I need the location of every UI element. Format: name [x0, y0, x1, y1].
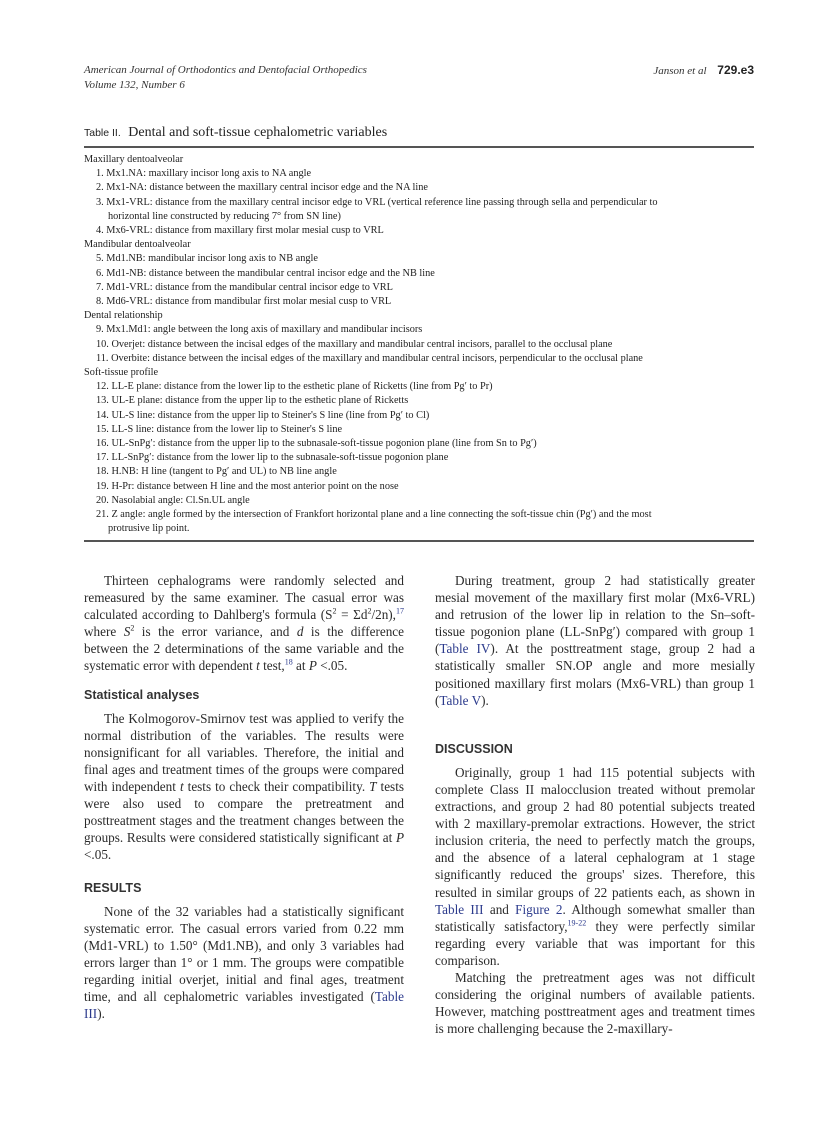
table-label: Table II.	[84, 127, 121, 139]
table-item: 1. Mx1.NA: maxillary incisor long axis to NA angle	[96, 168, 312, 180]
running-header-left	[84, 63, 367, 93]
table-caption	[84, 124, 754, 148]
table-item: 3. Mx1-VRL: distance from the maxillary central incisor edge to VRL (vertical reference line passing through sella and perpendicular to	[96, 196, 658, 208]
table-group-heading: Soft-tissue profile	[84, 367, 159, 379]
table-item: 16. UL-SnPg′: distance from the upper lip to the subnasale-soft-tissue pogonion plane (line from Sn to Pg′)	[96, 438, 537, 450]
link-table-iii[interactable]: Table III	[435, 901, 484, 917]
table-item: 2. Mx1-NA: distance between the maxillary central incisor edge and the NA line	[96, 182, 428, 194]
running-header-right	[653, 63, 754, 79]
journal-volume: Volume 132, Number 6	[84, 79, 185, 91]
paragraph-treatment-changes: During treatment, group 2 had statistically greater mesial movement of the maxillary first molar (Mx6-VRL) and retrusion of the lower lip in relation to the Sn–soft-tissue pogonion plane (LL-SnPg′) compared with group 1 (Table IV). At the posttreatment stage, group 2 had a statistically smaller SN.OP angle and more mesially positioned maxillary first molars (Mx6-VRL) than group 1 (Table V).	[435, 573, 756, 708]
page-number: 729.e3	[717, 63, 754, 77]
reference-19-22[interactable]: 19-22	[567, 918, 587, 928]
table-ii	[84, 124, 754, 542]
paragraph-statistics: The Kolmogorov-Smirnov test was applied to verify the normal distribution of the variables. The results were nonsignificant for all variables. Therefore, the initial and final ages and treatment times of the groups were compared with independent t tests to check their compatibility. T tests were also used to compare the pretreatment and posttreatment stages and the treatment changes between the groups. Results were considered statistically significant at P <.05.	[84, 710, 404, 863]
table-item: 19. H-Pr: distance between H line and the most anterior point on the nose	[96, 480, 399, 492]
table-item: 21. Z angle: angle formed by the intersection of Frankfort horizontal plane and a line connecting the soft-tissue chin (Pg′) and the most	[96, 509, 652, 521]
table-group-heading: Maxillary dentoalveolar	[84, 154, 184, 165]
table-item: 8. Md6-VRL: distance from mandibular first molar mesial cusp to VRL	[96, 296, 392, 308]
paragraph-discussion-2: Matching the pretreatment ages was not difficult considering the original numbers of available patients. However, matching posttreatment ages and treatment times is more challenging because the 2-maxillary-	[435, 969, 755, 1037]
reference-17[interactable]: 17	[395, 606, 404, 616]
table-item-continuation: protrusive lip point.	[108, 523, 190, 535]
link-table-iv[interactable]: Table IV	[439, 641, 491, 657]
heading-results: RESULTS	[84, 880, 142, 895]
link-table-v[interactable]: Table V	[439, 692, 482, 708]
table-item: 20. Nasolabial angle: Cl.Sn.UL angle	[96, 494, 250, 506]
table-group-heading: Dental relationship	[84, 310, 163, 322]
table-item: 5. Md1.NB: mandibular incisor long axis to NB angle	[96, 253, 318, 265]
table-item: 17. LL-SnPg′: distance from the lower lip to the subnasale-soft-tissue pogonion plane	[96, 452, 449, 464]
link-figure-2[interactable]: Figure 2	[515, 901, 563, 917]
table-group-heading: Mandibular dentoalveolar	[84, 239, 191, 251]
table-item: 15. LL-S line: distance from the lower lip to Steiner's S line	[96, 423, 343, 435]
heading-statistical-analyses: Statistical analyses	[84, 687, 200, 702]
table-item: 14. UL-S line: distance from the upper lip to Steiner's S line (line from Pg′ to Cl)	[96, 409, 430, 421]
table-title: Dental and soft-tissue cephalometric variables	[128, 125, 388, 140]
table-item-continuation: horizontal line constructed by reducing 7° from SN line)	[108, 210, 341, 222]
journal-name: American Journal of Orthodontics and Dentofacial Orthopedics	[84, 64, 367, 76]
paragraph-results: None of the 32 variables had a statistically significant systematic error. The casual errors varied from 0.22 mm (Md1-VRL) to 1.50° (Md1.NB), and only 3 variables had errors larger than 1° or 1 mm. The groups were compatible regarding initial overjet, initial and final ages, treatment time, and all cephalometric variables investigated (Table III).	[84, 903, 404, 1022]
table-item: 10. Overjet: distance between the incisal edges of the maxillary and mandibular central incisors, parallel to the occlusal plane	[96, 338, 613, 350]
right-column	[435, 572, 755, 1037]
table-item: 6. Md1-NB: distance between the mandibular central incisor edge and the NB line	[96, 267, 435, 279]
table-item: 7. Md1-VRL: distance from the mandibular central incisor edge to VRL	[96, 281, 393, 293]
table-item: 13. UL-E plane: distance from the upper lip to the esthetic plane of Ricketts	[96, 395, 409, 407]
table-item: 11. Overbite: distance between the incisal edges of the maxillary and mandibular central incisors, perpendicular to the occlusal plane	[96, 352, 643, 364]
table-item: 9. Mx1.Md1: angle between the long axis of maxillary and mandibular incisors	[96, 324, 423, 336]
left-column	[84, 572, 404, 1022]
paragraph-discussion-1: Originally, group 1 had 115 potential subjects with complete Class II malocclusion treated without premolar extractions, and group 2 had 80 potential subjects treated with 2 maxillary-premolar extractions. However, the strict inclusion criteria, the need to perfectly match the groups, and the absence of a lateral cephalogram at 1 stage significantly reduced the groups' sizes. Therefore, this resulted in similar groups of 22 patients each, as shown in Table III and Figure 2. Although somewhat smaller than statistically satisfactory,$^{19-22}$ they were perfectly similar regarding every variable that was important for this comparison.	[435, 764, 756, 968]
running-authors: Janson et al	[653, 65, 707, 77]
link-table-iii[interactable]: Table III	[84, 989, 404, 1022]
reference-18[interactable]: 18	[284, 658, 293, 668]
table-item: 4. Mx6-VRL: distance from maxillary first molar mesial cusp to VRL	[96, 225, 384, 237]
table-body	[84, 148, 754, 542]
table-item: 12. LL-E plane: distance from the lower lip to the esthetic plane of Ricketts (line from Pg′ to Pr)	[96, 381, 493, 393]
heading-discussion: DISCUSSION	[435, 741, 513, 756]
table-item: 18. H.NB: H line (tangent to Pg′ and UL) to NB line angle	[96, 466, 337, 478]
paragraph-casual-error: Thirteen cephalograms were randomly selected and remeasured by the same examiner. The casual error was calculated according to Dahlberg's formula $(S^2 = \Sigma d^2/2n),^{17}$ where $S^2$ is the error variance, and d is the difference between the 2 determinations of the same variable and the systematic error with dependent t test,$^{18}$ at P <.05.	[84, 573, 404, 674]
